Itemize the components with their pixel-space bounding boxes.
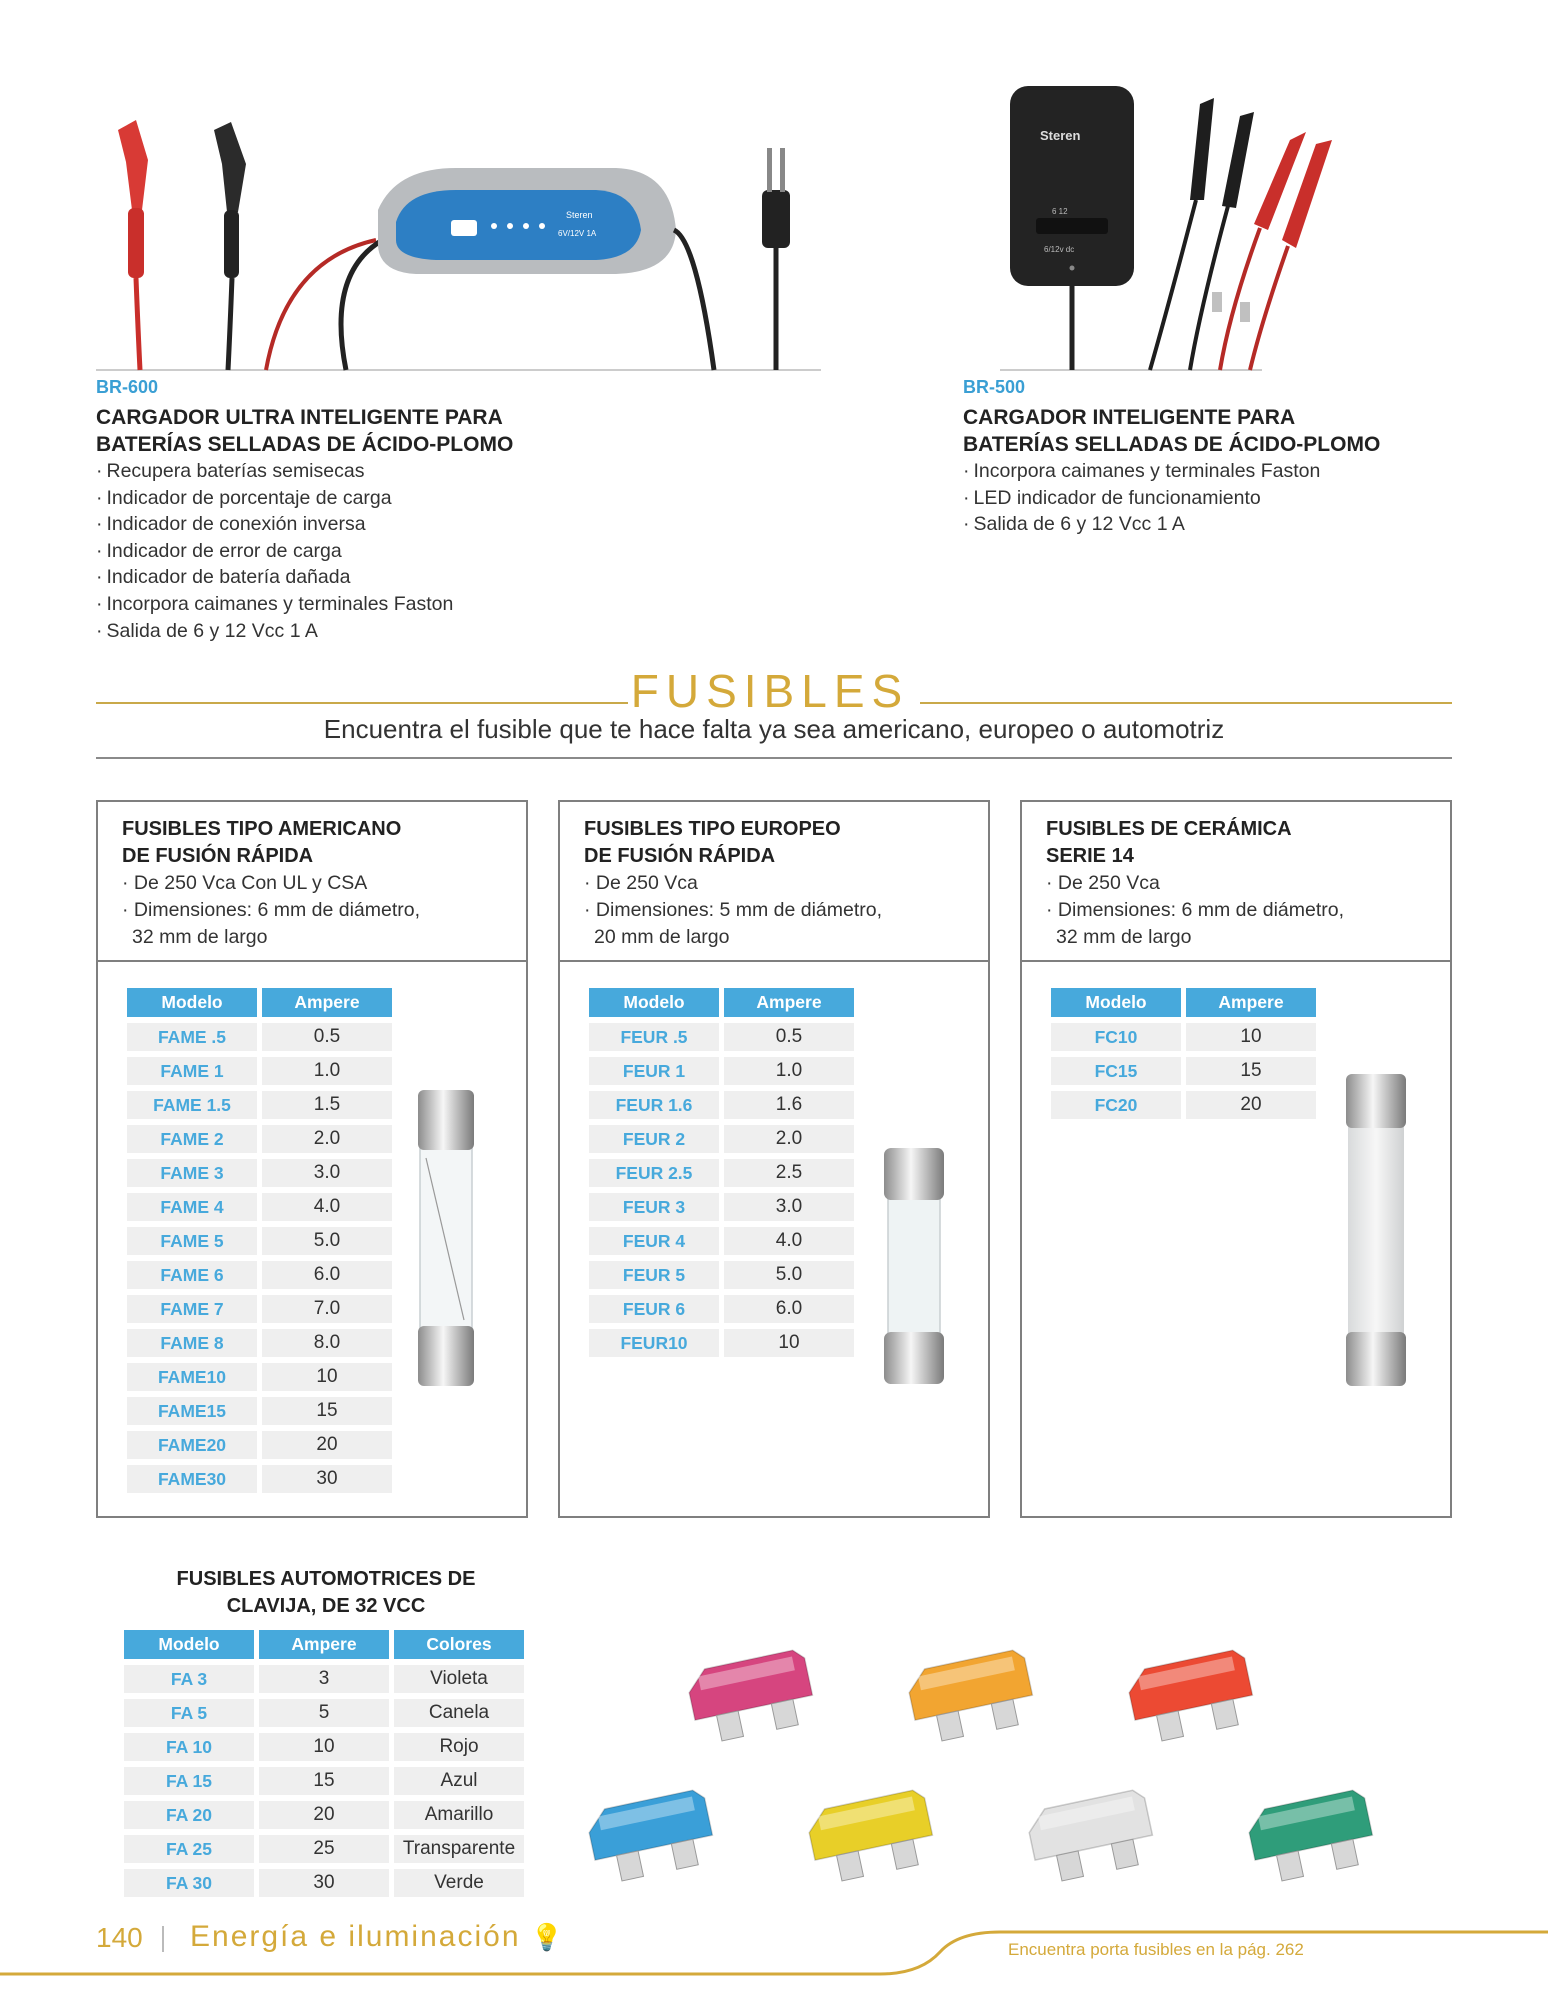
blade-fuses-image — [580, 1630, 1400, 1890]
glass-fuse-icon — [416, 1088, 476, 1388]
ampere-cell: 15 — [259, 1767, 389, 1795]
lightbulb-icon: 💡 — [530, 1922, 566, 1952]
footer-note: Encuentra porta fusibles en la pág. 262 — [1008, 1940, 1304, 1959]
feature-item: · Salida de 6 y 12 Vcc 1 A — [96, 618, 716, 645]
feature-item: · Dimensiones: 6 mm de diámetro, — [122, 899, 421, 921]
table-row — [127, 1363, 392, 1391]
table-row — [127, 1227, 392, 1255]
ampere-cell: 3.0 — [724, 1193, 854, 1221]
table-row — [589, 1261, 854, 1289]
ampere-cell: 15 — [262, 1397, 392, 1425]
model-cell: FAME30 — [127, 1465, 257, 1493]
ampere-cell: 10 — [259, 1733, 389, 1761]
model-cell: FA 15 — [124, 1767, 254, 1795]
color-cell: Transparente — [394, 1835, 524, 1863]
box-feature-list — [1046, 870, 1344, 951]
color-cell: Azul — [394, 1767, 524, 1795]
section-title: FUSIBLES — [630, 665, 910, 717]
charger-body-icon — [378, 168, 676, 274]
feature-item: 32 mm de largo — [1056, 926, 1192, 948]
model-cell: FEUR 4 — [589, 1227, 719, 1255]
table-row — [127, 1431, 392, 1459]
ampere-cell: 20 — [262, 1431, 392, 1459]
model-cell: FA 20 — [124, 1801, 254, 1829]
feature-item: · Indicador de batería dañada — [96, 564, 716, 591]
model-cell: FAME 3 — [127, 1159, 257, 1187]
box-american-fuses — [96, 800, 528, 1518]
fuse-table — [122, 982, 397, 1499]
model-cell: FEUR 1.6 — [589, 1091, 719, 1119]
ampere-cell: 2.0 — [262, 1125, 392, 1153]
ampere-cell: 20 — [259, 1801, 389, 1829]
model-cell: FAME 1.5 — [127, 1091, 257, 1119]
table-row — [589, 1125, 854, 1153]
table-row — [1051, 1091, 1316, 1119]
table-row — [127, 1465, 392, 1493]
ampere-cell: 10 — [724, 1329, 854, 1357]
ampere-cell: 4.0 — [724, 1227, 854, 1255]
table-row — [127, 1023, 392, 1051]
table-row — [124, 1801, 524, 1829]
column-header: Ampere — [1186, 988, 1316, 1017]
blade-fuse-icon — [805, 1788, 938, 1885]
box-title — [584, 816, 882, 870]
table-row — [124, 1665, 524, 1693]
feature-list — [96, 458, 716, 644]
table-row — [124, 1835, 524, 1863]
ampere-cell: 6.0 — [262, 1261, 392, 1289]
table-row — [589, 1023, 854, 1051]
blade-fuse-icon — [585, 1788, 718, 1885]
ampere-cell: 6.0 — [724, 1295, 854, 1323]
table-row — [127, 1295, 392, 1323]
model-cell: FEUR 2.5 — [589, 1159, 719, 1187]
model-cell: FEUR 2 — [589, 1125, 719, 1153]
table-row — [127, 1057, 392, 1085]
model-cell: FA 25 — [124, 1835, 254, 1863]
box-header — [560, 802, 988, 962]
ampere-cell: 30 — [262, 1465, 392, 1493]
br500-product-image — [1000, 80, 1340, 380]
table-row — [124, 1869, 524, 1897]
page-number: 140 — [96, 1922, 143, 1953]
ampere-cell: 20 — [1186, 1091, 1316, 1119]
footer-section-name: Energía e iluminación 💡 — [190, 1920, 566, 1953]
feature-item: · De 250 Vca Con UL y CSA — [122, 872, 368, 894]
auto-fuse-table — [119, 1624, 529, 1903]
table-row — [589, 1329, 854, 1357]
ampere-cell: 5 — [259, 1699, 389, 1727]
fuse-table — [1046, 982, 1321, 1125]
column-header: Modelo — [589, 988, 719, 1017]
black-clamp-icon — [214, 122, 246, 370]
box-title — [122, 816, 420, 870]
ampere-cell: 1.6 — [724, 1091, 854, 1119]
ampere-cell: 1.5 — [262, 1091, 392, 1119]
ampere-cell: 10 — [262, 1363, 392, 1391]
feature-item: · Dimensiones: 6 mm de diámetro, — [1046, 899, 1345, 921]
ampere-cell: 5.0 — [262, 1227, 392, 1255]
box-title-line: DE FUSIÓN RÁPIDA — [584, 845, 776, 867]
fuse-table — [584, 982, 859, 1363]
table-header-row — [127, 988, 392, 1017]
table-row — [589, 1295, 854, 1323]
model-cell: FEUR 5 — [589, 1261, 719, 1289]
br500-voltage-text: 6/12v dc — [1044, 245, 1075, 254]
br500-brand-text: Steren — [1040, 128, 1081, 143]
footer-wave — [0, 1918, 1548, 1978]
box-header — [98, 802, 526, 962]
model-cell: FAME15 — [127, 1397, 257, 1425]
model-cell: FAME 7 — [127, 1295, 257, 1323]
box-title-line: FUSIBLES TIPO AMERICANO — [122, 818, 402, 840]
box-feature-list — [122, 870, 420, 951]
product-code: BR-600 — [96, 377, 159, 397]
table-row — [1051, 1023, 1316, 1051]
model-cell: FAME 5 — [127, 1227, 257, 1255]
box-european-fuses — [558, 800, 990, 1518]
model-cell: FAME 1 — [127, 1057, 257, 1085]
br600-product-image — [96, 90, 826, 380]
table-header-row — [1051, 988, 1316, 1017]
table-row — [589, 1193, 854, 1221]
ampere-cell: 15 — [1186, 1057, 1316, 1085]
column-header: Ampere — [724, 988, 854, 1017]
feature-item: · De 250 Vca — [584, 872, 698, 894]
table-row — [589, 1057, 854, 1085]
charger-brand-text: Steren — [566, 210, 593, 220]
table-row — [127, 1159, 392, 1187]
model-cell: FA 10 — [124, 1733, 254, 1761]
table-header-row — [589, 988, 854, 1017]
blade-fuse-icon — [685, 1648, 818, 1745]
model-cell: FEUR 6 — [589, 1295, 719, 1323]
model-cell: FEUR 3 — [589, 1193, 719, 1221]
table-row — [127, 1091, 392, 1119]
product-title — [963, 404, 1483, 458]
section-rule-left — [96, 702, 628, 704]
charger-rating-text: 6V/12V 1A — [558, 229, 597, 238]
ampere-cell: 1.0 — [262, 1057, 392, 1085]
product-title-line: CARGADOR INTELIGENTE PARA — [963, 406, 1296, 429]
feature-list — [963, 458, 1483, 538]
ampere-cell: 3 — [259, 1665, 389, 1693]
power-plug-icon — [762, 148, 790, 248]
ampere-cell: 25 — [259, 1835, 389, 1863]
table-row — [124, 1767, 524, 1795]
model-cell: FAME20 — [127, 1431, 257, 1459]
model-cell: FEUR 1 — [589, 1057, 719, 1085]
box-header — [1022, 802, 1450, 962]
color-cell: Verde — [394, 1869, 524, 1897]
color-cell: Amarillo — [394, 1801, 524, 1829]
auto-title-line: CLAVIJA, DE 32 VCC — [226, 1595, 426, 1617]
ampere-cell: 1.0 — [724, 1057, 854, 1085]
subtitle-rule — [96, 757, 1452, 759]
feature-item: · Indicador de conexión inversa — [96, 511, 716, 538]
red-clamp-icon — [118, 120, 148, 370]
product-title-line: BATERÍAS SELLADAS DE ÁCIDO-PLOMO — [96, 433, 514, 456]
product-br600 — [96, 377, 716, 644]
blade-fuse-icon — [905, 1648, 1038, 1745]
section-rule-right — [920, 702, 1452, 704]
color-cell: Violeta — [394, 1665, 524, 1693]
model-cell: FAME 6 — [127, 1261, 257, 1289]
black-clamps-icon — [1150, 98, 1254, 370]
model-cell: FAME 2 — [127, 1125, 257, 1153]
feature-item: · Salida de 6 y 12 Vcc 1 A — [963, 511, 1483, 538]
ampere-cell: 8.0 — [262, 1329, 392, 1357]
box-title — [1046, 816, 1344, 870]
table-row — [127, 1125, 392, 1153]
ampere-cell: 0.5 — [262, 1023, 392, 1051]
column-header: Modelo — [127, 988, 257, 1017]
table-header-row — [124, 1630, 524, 1659]
table-row — [127, 1329, 392, 1357]
product-title-line: CARGADOR ULTRA INTELIGENTE PARA — [96, 406, 503, 429]
blade-fuse-icon — [1125, 1648, 1258, 1745]
ampere-cell: 30 — [259, 1869, 389, 1897]
feature-item: · LED indicador de funcionamiento — [963, 485, 1483, 512]
model-cell: FC20 — [1051, 1091, 1181, 1119]
ampere-cell: 5.0 — [724, 1261, 854, 1289]
column-header: Ampere — [259, 1630, 389, 1659]
table-row — [124, 1733, 524, 1761]
feature-item: 32 mm de largo — [132, 926, 268, 948]
table-row — [589, 1159, 854, 1187]
ceramic-fuse-icon — [1344, 1072, 1408, 1388]
blade-fuse-icon — [1245, 1788, 1378, 1885]
br500-switch-text: 6 12 — [1052, 207, 1068, 216]
model-cell: FAME 4 — [127, 1193, 257, 1221]
feature-item: · Incorpora caimanes y terminales Faston — [96, 591, 716, 618]
color-cell: Rojo — [394, 1733, 524, 1761]
box-title-line: DE FUSIÓN RÁPIDA — [122, 845, 314, 867]
table-row — [589, 1227, 854, 1255]
feature-item: · Recupera baterías semisecas — [96, 458, 716, 485]
model-cell: FAME 8 — [127, 1329, 257, 1357]
table-row — [127, 1397, 392, 1425]
model-cell: FAME10 — [127, 1363, 257, 1391]
column-header: Ampere — [262, 988, 392, 1017]
table-row — [124, 1699, 524, 1727]
ampere-cell: 0.5 — [724, 1023, 854, 1051]
table-row — [127, 1193, 392, 1221]
model-cell: FEUR10 — [589, 1329, 719, 1357]
box-title-line: FUSIBLES DE CERÁMICA — [1046, 818, 1292, 840]
auto-title-line: FUSIBLES AUTOMOTRICES DE — [176, 1568, 476, 1590]
table-row — [127, 1261, 392, 1289]
product-code: BR-500 — [963, 377, 1026, 397]
model-cell: FC10 — [1051, 1023, 1181, 1051]
feature-item: · Indicador de porcentaje de carga — [96, 485, 716, 512]
model-cell: FC15 — [1051, 1057, 1181, 1085]
table-row — [1051, 1057, 1316, 1085]
box-title-line: SERIE 14 — [1046, 845, 1134, 867]
feature-item: 20 mm de largo — [594, 926, 730, 948]
color-cell: Canela — [394, 1699, 524, 1727]
column-header: Modelo — [124, 1630, 254, 1659]
feature-item: · Dimensiones: 5 mm de diámetro, — [584, 899, 883, 921]
model-cell: FAME .5 — [127, 1023, 257, 1051]
auto-fuses-title — [124, 1566, 528, 1620]
ampere-cell: 2.0 — [724, 1125, 854, 1153]
ampere-cell: 2.5 — [724, 1159, 854, 1187]
box-title-line: FUSIBLES TIPO EUROPEO — [584, 818, 841, 840]
feature-item: · Indicador de error de carga — [96, 538, 716, 565]
model-cell: FA 3 — [124, 1665, 254, 1693]
wall-charger-icon — [1010, 86, 1134, 286]
ampere-cell: 10 — [1186, 1023, 1316, 1051]
feature-item: · Incorpora caimanes y terminales Faston — [963, 458, 1483, 485]
ampere-cell: 7.0 — [262, 1295, 392, 1323]
ampere-cell: 4.0 — [262, 1193, 392, 1221]
model-cell: FEUR .5 — [589, 1023, 719, 1051]
section-subtitle: Encuentra el fusible que te hace falta ya sea americano, europeo o automotriz — [323, 714, 1225, 744]
product-title — [96, 404, 716, 458]
product-br500 — [963, 377, 1483, 538]
model-cell: FA 5 — [124, 1699, 254, 1727]
feature-item: · De 250 Vca — [1046, 872, 1160, 894]
column-header: Colores — [394, 1630, 524, 1659]
column-header: Modelo — [1051, 988, 1181, 1017]
product-title-line: BATERÍAS SELLADAS DE ÁCIDO-PLOMO — [963, 433, 1381, 456]
box-feature-list — [584, 870, 882, 951]
box-ceramic-fuses — [1020, 800, 1452, 1518]
blade-fuse-icon — [1025, 1788, 1158, 1885]
table-row — [589, 1091, 854, 1119]
glass-fuse-small-icon — [882, 1146, 946, 1386]
ampere-cell: 3.0 — [262, 1159, 392, 1187]
model-cell: FA 30 — [124, 1869, 254, 1897]
